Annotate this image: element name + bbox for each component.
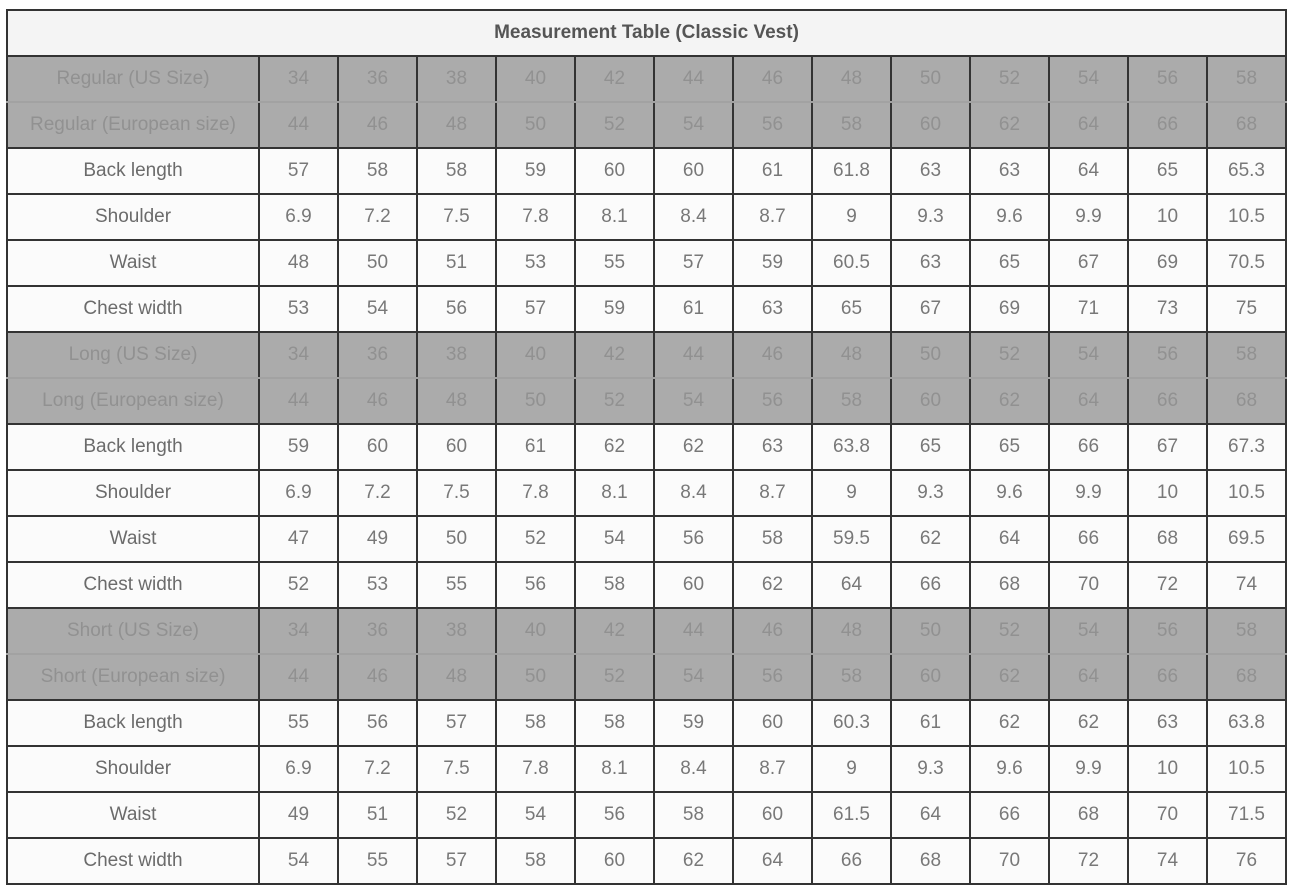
value-cell: 10.5 bbox=[1207, 194, 1286, 240]
row-label: Shoulder bbox=[7, 746, 259, 792]
value-cell: 62 bbox=[891, 516, 970, 562]
value-cell: 56 bbox=[733, 102, 812, 148]
value-cell: 10.5 bbox=[1207, 746, 1286, 792]
value-cell: 73 bbox=[1128, 286, 1207, 332]
measurement-row bbox=[7, 148, 1286, 194]
measurement-row bbox=[7, 240, 1286, 286]
value-cell: 64 bbox=[812, 562, 891, 608]
value-cell: 62 bbox=[654, 838, 733, 884]
value-cell: 46 bbox=[338, 378, 417, 424]
value-cell: 56 bbox=[654, 516, 733, 562]
value-cell: 63 bbox=[733, 424, 812, 470]
value-cell: 70.5 bbox=[1207, 240, 1286, 286]
value-cell: 66 bbox=[891, 562, 970, 608]
value-cell: 54 bbox=[654, 654, 733, 700]
value-cell: 57 bbox=[417, 838, 496, 884]
value-cell: 55 bbox=[417, 562, 496, 608]
value-cell: 52 bbox=[970, 608, 1049, 654]
value-cell: 64 bbox=[1049, 654, 1128, 700]
row-label: Short (European size) bbox=[7, 654, 259, 700]
row-label: Back length bbox=[7, 700, 259, 746]
row-label: Short (US Size) bbox=[7, 608, 259, 654]
value-cell: 65 bbox=[1128, 148, 1207, 194]
row-label: Long (US Size) bbox=[7, 332, 259, 378]
value-cell: 52 bbox=[575, 102, 654, 148]
value-cell: 66 bbox=[812, 838, 891, 884]
value-cell: 54 bbox=[259, 838, 338, 884]
value-cell: 65 bbox=[970, 240, 1049, 286]
value-cell: 63 bbox=[891, 148, 970, 194]
value-cell: 62 bbox=[970, 378, 1049, 424]
value-cell: 50 bbox=[891, 56, 970, 102]
value-cell: 34 bbox=[259, 332, 338, 378]
value-cell: 48 bbox=[812, 332, 891, 378]
value-cell: 58 bbox=[1207, 608, 1286, 654]
value-cell: 40 bbox=[496, 56, 575, 102]
value-cell: 60.5 bbox=[812, 240, 891, 286]
value-cell: 7.5 bbox=[417, 470, 496, 516]
value-cell: 50 bbox=[891, 332, 970, 378]
value-cell: 53 bbox=[496, 240, 575, 286]
value-cell: 38 bbox=[417, 608, 496, 654]
value-cell: 66 bbox=[1128, 654, 1207, 700]
value-cell: 54 bbox=[654, 378, 733, 424]
row-label: Regular (European size) bbox=[7, 102, 259, 148]
value-cell: 8.7 bbox=[733, 746, 812, 792]
value-cell: 40 bbox=[496, 608, 575, 654]
value-cell: 38 bbox=[417, 56, 496, 102]
value-cell: 55 bbox=[575, 240, 654, 286]
value-cell: 67 bbox=[891, 286, 970, 332]
value-cell: 71 bbox=[1049, 286, 1128, 332]
value-cell: 68 bbox=[1207, 102, 1286, 148]
value-cell: 60 bbox=[733, 700, 812, 746]
value-cell: 63.8 bbox=[812, 424, 891, 470]
value-cell: 58 bbox=[417, 148, 496, 194]
value-cell: 7.2 bbox=[338, 470, 417, 516]
value-cell: 66 bbox=[1128, 378, 1207, 424]
value-cell: 46 bbox=[733, 332, 812, 378]
value-cell: 7.5 bbox=[417, 746, 496, 792]
value-cell: 50 bbox=[891, 608, 970, 654]
value-cell: 55 bbox=[338, 838, 417, 884]
value-cell: 49 bbox=[259, 792, 338, 838]
value-cell: 58 bbox=[496, 700, 575, 746]
size-header-row bbox=[7, 332, 1286, 378]
row-label: Back length bbox=[7, 424, 259, 470]
value-cell: 9.3 bbox=[891, 194, 970, 240]
value-cell: 9.6 bbox=[970, 470, 1049, 516]
value-cell: 75 bbox=[1207, 286, 1286, 332]
value-cell: 63 bbox=[1128, 700, 1207, 746]
value-cell: 51 bbox=[338, 792, 417, 838]
value-cell: 56 bbox=[733, 378, 812, 424]
value-cell: 48 bbox=[417, 378, 496, 424]
value-cell: 52 bbox=[259, 562, 338, 608]
value-cell: 9.3 bbox=[891, 746, 970, 792]
value-cell: 58 bbox=[654, 792, 733, 838]
value-cell: 6.9 bbox=[259, 746, 338, 792]
value-cell: 51 bbox=[417, 240, 496, 286]
value-cell: 60 bbox=[575, 838, 654, 884]
row-label: Chest width bbox=[7, 562, 259, 608]
value-cell: 60 bbox=[338, 424, 417, 470]
value-cell: 46 bbox=[733, 608, 812, 654]
value-cell: 56 bbox=[417, 286, 496, 332]
measurement-row bbox=[7, 562, 1286, 608]
value-cell: 74 bbox=[1207, 562, 1286, 608]
size-header-row bbox=[7, 56, 1286, 102]
value-cell: 48 bbox=[812, 56, 891, 102]
value-cell: 59.5 bbox=[812, 516, 891, 562]
measurement-row bbox=[7, 424, 1286, 470]
value-cell: 64 bbox=[733, 838, 812, 884]
value-cell: 9.9 bbox=[1049, 470, 1128, 516]
value-cell: 8.7 bbox=[733, 470, 812, 516]
value-cell: 46 bbox=[733, 56, 812, 102]
value-cell: 67 bbox=[1128, 424, 1207, 470]
value-cell: 58 bbox=[733, 516, 812, 562]
value-cell: 46 bbox=[338, 102, 417, 148]
row-label: Waist bbox=[7, 792, 259, 838]
value-cell: 50 bbox=[338, 240, 417, 286]
value-cell: 34 bbox=[259, 608, 338, 654]
value-cell: 9.6 bbox=[970, 746, 1049, 792]
measurement-row bbox=[7, 746, 1286, 792]
value-cell: 9 bbox=[812, 194, 891, 240]
value-cell: 9 bbox=[812, 470, 891, 516]
value-cell: 67.3 bbox=[1207, 424, 1286, 470]
row-label: Shoulder bbox=[7, 194, 259, 240]
value-cell: 52 bbox=[575, 654, 654, 700]
value-cell: 62 bbox=[970, 700, 1049, 746]
value-cell: 47 bbox=[259, 516, 338, 562]
value-cell: 68 bbox=[1207, 378, 1286, 424]
value-cell: 44 bbox=[654, 332, 733, 378]
value-cell: 65 bbox=[970, 424, 1049, 470]
value-cell: 8.7 bbox=[733, 194, 812, 240]
measurement-row bbox=[7, 700, 1286, 746]
value-cell: 70 bbox=[970, 838, 1049, 884]
value-cell: 69.5 bbox=[1207, 516, 1286, 562]
value-cell: 64 bbox=[1049, 102, 1128, 148]
value-cell: 6.9 bbox=[259, 194, 338, 240]
value-cell: 48 bbox=[417, 654, 496, 700]
value-cell: 54 bbox=[338, 286, 417, 332]
value-cell: 60 bbox=[891, 654, 970, 700]
value-cell: 59 bbox=[575, 286, 654, 332]
measurement-row bbox=[7, 838, 1286, 884]
measurement-row bbox=[7, 792, 1286, 838]
value-cell: 36 bbox=[338, 332, 417, 378]
value-cell: 49 bbox=[338, 516, 417, 562]
value-cell: 59 bbox=[496, 148, 575, 194]
size-header-row bbox=[7, 378, 1286, 424]
value-cell: 69 bbox=[970, 286, 1049, 332]
value-cell: 67 bbox=[1049, 240, 1128, 286]
value-cell: 54 bbox=[654, 102, 733, 148]
row-label: Waist bbox=[7, 516, 259, 562]
value-cell: 61 bbox=[891, 700, 970, 746]
value-cell: 69 bbox=[1128, 240, 1207, 286]
value-cell: 66 bbox=[1128, 102, 1207, 148]
value-cell: 71.5 bbox=[1207, 792, 1286, 838]
row-label: Chest width bbox=[7, 838, 259, 884]
value-cell: 60 bbox=[891, 102, 970, 148]
value-cell: 48 bbox=[417, 102, 496, 148]
value-cell: 65.3 bbox=[1207, 148, 1286, 194]
value-cell: 48 bbox=[259, 240, 338, 286]
value-cell: 44 bbox=[654, 56, 733, 102]
value-cell: 56 bbox=[496, 562, 575, 608]
value-cell: 9.3 bbox=[891, 470, 970, 516]
value-cell: 7.5 bbox=[417, 194, 496, 240]
value-cell: 62 bbox=[733, 562, 812, 608]
value-cell: 10 bbox=[1128, 470, 1207, 516]
value-cell: 64 bbox=[1049, 148, 1128, 194]
value-cell: 8.1 bbox=[575, 746, 654, 792]
value-cell: 57 bbox=[417, 700, 496, 746]
value-cell: 60 bbox=[654, 562, 733, 608]
table-title: Measurement Table (Classic Vest) bbox=[7, 10, 1286, 56]
value-cell: 9 bbox=[812, 746, 891, 792]
value-cell: 56 bbox=[733, 654, 812, 700]
value-cell: 8.4 bbox=[654, 194, 733, 240]
value-cell: 53 bbox=[259, 286, 338, 332]
value-cell: 42 bbox=[575, 332, 654, 378]
value-cell: 61 bbox=[733, 148, 812, 194]
value-cell: 7.8 bbox=[496, 470, 575, 516]
value-cell: 6.9 bbox=[259, 470, 338, 516]
value-cell: 68 bbox=[1049, 792, 1128, 838]
value-cell: 58 bbox=[1207, 56, 1286, 102]
value-cell: 63 bbox=[733, 286, 812, 332]
value-cell: 58 bbox=[496, 838, 575, 884]
value-cell: 42 bbox=[575, 56, 654, 102]
value-cell: 56 bbox=[338, 700, 417, 746]
value-cell: 50 bbox=[417, 516, 496, 562]
value-cell: 66 bbox=[1049, 516, 1128, 562]
value-cell: 56 bbox=[1128, 56, 1207, 102]
value-cell: 72 bbox=[1049, 838, 1128, 884]
value-cell: 63 bbox=[970, 148, 1049, 194]
row-label: Back length bbox=[7, 148, 259, 194]
value-cell: 50 bbox=[496, 102, 575, 148]
row-label: Long (European size) bbox=[7, 378, 259, 424]
value-cell: 70 bbox=[1128, 792, 1207, 838]
value-cell: 8.1 bbox=[575, 470, 654, 516]
size-header-row bbox=[7, 102, 1286, 148]
value-cell: 52 bbox=[970, 56, 1049, 102]
value-cell: 7.2 bbox=[338, 194, 417, 240]
title-row bbox=[7, 10, 1286, 56]
value-cell: 9.9 bbox=[1049, 194, 1128, 240]
value-cell: 52 bbox=[496, 516, 575, 562]
row-label: Waist bbox=[7, 240, 259, 286]
value-cell: 63.8 bbox=[1207, 700, 1286, 746]
value-cell: 61 bbox=[496, 424, 575, 470]
value-cell: 68 bbox=[891, 838, 970, 884]
value-cell: 40 bbox=[496, 332, 575, 378]
value-cell: 8.4 bbox=[654, 470, 733, 516]
value-cell: 64 bbox=[970, 516, 1049, 562]
value-cell: 44 bbox=[259, 654, 338, 700]
value-cell: 9.6 bbox=[970, 194, 1049, 240]
size-header-row bbox=[7, 654, 1286, 700]
value-cell: 66 bbox=[970, 792, 1049, 838]
value-cell: 65 bbox=[891, 424, 970, 470]
value-cell: 8.1 bbox=[575, 194, 654, 240]
measurement-row bbox=[7, 194, 1286, 240]
value-cell: 68 bbox=[970, 562, 1049, 608]
value-cell: 64 bbox=[891, 792, 970, 838]
value-cell: 7.8 bbox=[496, 194, 575, 240]
value-cell: 68 bbox=[1128, 516, 1207, 562]
value-cell: 56 bbox=[1128, 332, 1207, 378]
measurement-table bbox=[6, 9, 1287, 885]
size-header-row bbox=[7, 608, 1286, 654]
value-cell: 60 bbox=[654, 148, 733, 194]
value-cell: 61.8 bbox=[812, 148, 891, 194]
value-cell: 62 bbox=[1049, 700, 1128, 746]
value-cell: 60 bbox=[417, 424, 496, 470]
value-cell: 7.2 bbox=[338, 746, 417, 792]
row-label: Chest width bbox=[7, 286, 259, 332]
row-label: Shoulder bbox=[7, 470, 259, 516]
value-cell: 64 bbox=[1049, 378, 1128, 424]
value-cell: 46 bbox=[338, 654, 417, 700]
value-cell: 60 bbox=[575, 148, 654, 194]
value-cell: 58 bbox=[338, 148, 417, 194]
value-cell: 76 bbox=[1207, 838, 1286, 884]
value-cell: 57 bbox=[654, 240, 733, 286]
value-cell: 7.8 bbox=[496, 746, 575, 792]
value-cell: 58 bbox=[575, 700, 654, 746]
value-cell: 9.9 bbox=[1049, 746, 1128, 792]
value-cell: 57 bbox=[496, 286, 575, 332]
value-cell: 10 bbox=[1128, 194, 1207, 240]
measurement-row bbox=[7, 470, 1286, 516]
value-cell: 34 bbox=[259, 56, 338, 102]
value-cell: 61.5 bbox=[812, 792, 891, 838]
value-cell: 8.4 bbox=[654, 746, 733, 792]
value-cell: 72 bbox=[1128, 562, 1207, 608]
value-cell: 54 bbox=[575, 516, 654, 562]
value-cell: 58 bbox=[812, 378, 891, 424]
value-cell: 53 bbox=[338, 562, 417, 608]
value-cell: 58 bbox=[1207, 332, 1286, 378]
value-cell: 62 bbox=[575, 424, 654, 470]
measurement-row bbox=[7, 516, 1286, 562]
value-cell: 36 bbox=[338, 56, 417, 102]
value-cell: 62 bbox=[654, 424, 733, 470]
value-cell: 42 bbox=[575, 608, 654, 654]
value-cell: 59 bbox=[259, 424, 338, 470]
value-cell: 66 bbox=[1049, 424, 1128, 470]
value-cell: 38 bbox=[417, 332, 496, 378]
value-cell: 59 bbox=[733, 240, 812, 286]
value-cell: 58 bbox=[812, 654, 891, 700]
value-cell: 62 bbox=[970, 102, 1049, 148]
value-cell: 52 bbox=[575, 378, 654, 424]
value-cell: 70 bbox=[1049, 562, 1128, 608]
value-cell: 56 bbox=[575, 792, 654, 838]
value-cell: 60 bbox=[733, 792, 812, 838]
value-cell: 74 bbox=[1128, 838, 1207, 884]
value-cell: 68 bbox=[1207, 654, 1286, 700]
value-cell: 44 bbox=[654, 608, 733, 654]
value-cell: 61 bbox=[654, 286, 733, 332]
value-cell: 55 bbox=[259, 700, 338, 746]
value-cell: 65 bbox=[812, 286, 891, 332]
row-label: Regular (US Size) bbox=[7, 56, 259, 102]
value-cell: 50 bbox=[496, 654, 575, 700]
value-cell: 58 bbox=[575, 562, 654, 608]
value-cell: 52 bbox=[970, 332, 1049, 378]
value-cell: 59 bbox=[654, 700, 733, 746]
value-cell: 10 bbox=[1128, 746, 1207, 792]
value-cell: 48 bbox=[812, 608, 891, 654]
value-cell: 54 bbox=[496, 792, 575, 838]
value-cell: 44 bbox=[259, 102, 338, 148]
value-cell: 50 bbox=[496, 378, 575, 424]
value-cell: 54 bbox=[1049, 608, 1128, 654]
value-cell: 54 bbox=[1049, 332, 1128, 378]
value-cell: 44 bbox=[259, 378, 338, 424]
table-body bbox=[7, 56, 1286, 884]
value-cell: 58 bbox=[812, 102, 891, 148]
value-cell: 60 bbox=[891, 378, 970, 424]
value-cell: 60.3 bbox=[812, 700, 891, 746]
value-cell: 62 bbox=[970, 654, 1049, 700]
measurement-row bbox=[7, 286, 1286, 332]
value-cell: 52 bbox=[417, 792, 496, 838]
value-cell: 57 bbox=[259, 148, 338, 194]
value-cell: 10.5 bbox=[1207, 470, 1286, 516]
value-cell: 56 bbox=[1128, 608, 1207, 654]
value-cell: 36 bbox=[338, 608, 417, 654]
value-cell: 63 bbox=[891, 240, 970, 286]
value-cell: 54 bbox=[1049, 56, 1128, 102]
